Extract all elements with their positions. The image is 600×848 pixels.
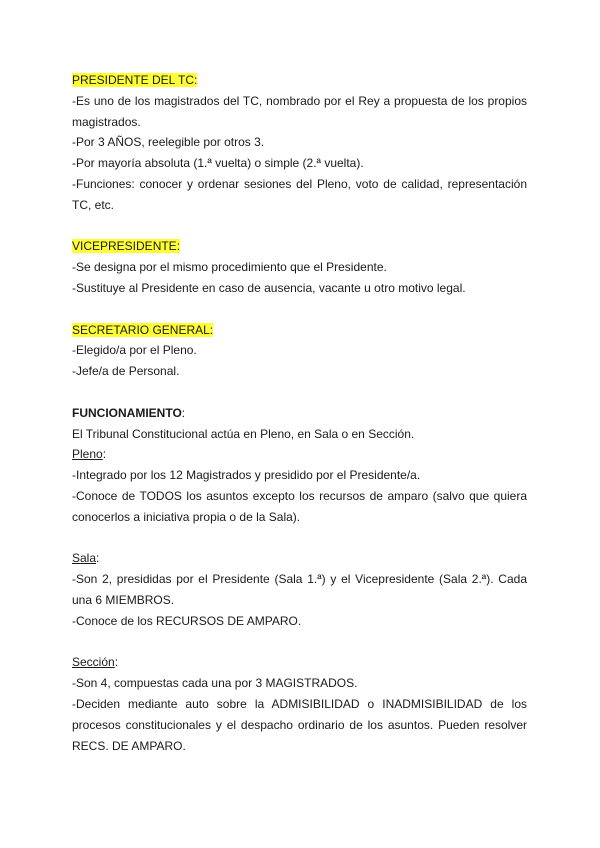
presidente-line-3: -Por mayoría absoluta (1.ª vuelta) o simple (2.ª vuelta).	[72, 156, 364, 171]
spacer	[72, 632, 527, 653]
sala-line-2: -Conoce de los RECURSOS DE AMPARO.	[72, 613, 302, 628]
spacer	[72, 528, 527, 549]
section-funcionamiento	[72, 403, 527, 757]
heading-vicepresidente: VICEPRESIDENTE:	[72, 239, 181, 254]
funcionamiento-intro: El Tribunal Constitucional actúa en Pleno, en Sala o en Sección.	[72, 426, 415, 441]
pleno-line-1: -Integrado por los 12 Magistrados y presidido por el Presidente/a.	[72, 468, 421, 483]
spacer	[72, 382, 527, 403]
heading-funcionamiento-colon: :	[181, 405, 186, 420]
heading-funcionamiento: FUNCIONAMIENTO	[72, 405, 182, 420]
subheading-seccion: Sección	[72, 655, 115, 670]
section-presidente	[72, 70, 527, 216]
seccion-line-1: -Son 4, compuestas cada una por 3 MAGISTRADOS.	[72, 676, 358, 691]
seccion-line-2: -Deciden mediante auto sobre la ADMISIBILIDAD o INADMISIBILIDAD de los procesos constitucionales y el despacho ordinario de los asuntos. Pueden resolver RECS. DE AMPARO.	[72, 696, 527, 753]
subheading-sala: Sala	[72, 551, 97, 566]
section-vicepresidente	[72, 236, 527, 298]
spacer	[72, 216, 527, 237]
secretario-line-2: -Jefe/a de Personal.	[72, 364, 180, 379]
subheading-pleno-colon: :	[102, 447, 107, 462]
subheading-pleno: Pleno	[72, 447, 103, 462]
section-secretario	[72, 320, 527, 382]
vicepresidente-line-2: -Sustituye al Presidente en caso de ausencia, vacante u otro motivo legal.	[72, 280, 466, 295]
vicepresidente-line-1: -Se designa por el mismo procedimiento que el Presidente.	[72, 260, 387, 275]
heading-presidente: PRESIDENTE DEL TC:	[72, 73, 198, 87]
subheading-sala-colon: :	[96, 551, 100, 566]
presidente-line-2: -Por 3 AÑOS, reelegible por otros 3.	[72, 135, 265, 150]
presidente-line-4: -Funciones: conocer y ordenar sesiones del Pleno, voto de calidad, representación TC, etc.	[72, 176, 527, 212]
document-body	[72, 70, 527, 756]
secretario-line-1: -Elegido/a por el Pleno.	[72, 343, 197, 358]
spacer	[72, 299, 527, 320]
subheading-seccion-colon: :	[114, 655, 119, 670]
sala-line-1: -Son 2, presididas por el Presidente (Sala 1.ª) y el Vicepresidente (Sala 2.ª). Cada una 6 MIEMBROS.	[72, 572, 527, 607]
presidente-line-1: -Es uno de los magistrados del TC, nombrado por el Rey a propuesta de los propios magistrados.	[72, 93, 527, 129]
pleno-line-2: -Conoce de TODOS los asuntos excepto los recursos de amparo (salvo que quiera conocerlos a iniciativa propia o de la Sala).	[72, 488, 527, 524]
heading-secretario: SECRETARIO GENERAL:	[72, 322, 214, 337]
